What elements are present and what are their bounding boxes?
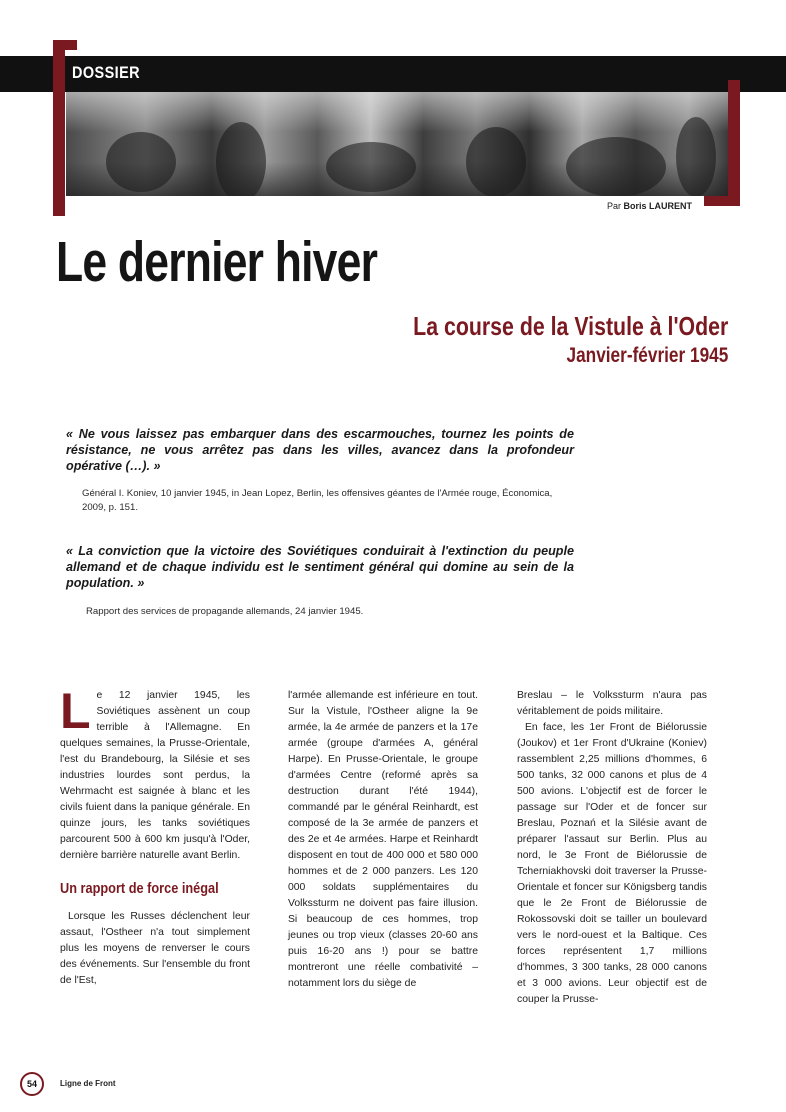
article-title: Le dernier hiver	[56, 230, 378, 294]
page-number: 54	[20, 1072, 44, 1096]
epigraph-source: Général I. Koniev, 10 janvier 1945, in Jean Lopez, Berlin, les offensives géantes de l'Armée rouge, Économica, 2009, p. 151.	[82, 488, 553, 513]
body-column-2	[288, 688, 478, 992]
body-paragraph: l'armée allemande est inférieure en tout. Sur la Vistule, l'Ostheer aligne la 9e armée, la 4e armée de panzers et la 17e armée (groupe d'armées A, général Harpe). En Prusse-Orientale, le groupe d'armées Centre (reformé après sa destruction durant l'été 1944), commandé par le général Reinhardt, est composé de la 3e armée de panzers et des 2e et 4e armées. Harpe et Reinhardt disposent en tout de 400 000 et 580 000 hommes et de 2 000 panzers. Les 120 000 soldats supplémentaires du Volkssturm ne doivent pas faire illusion. Si beaucoup de ces hommes, trop jeunes ou trop vieux (classes 20-60 ans puis 16-20 ans !) pour se battre montreront une réelle combativité – notamment lors du siège de	[288, 690, 478, 989]
body-paragraph: Lorsque les Russes déclenchent leur assaut, l'Ostheer n'a tout simplement plus les moyens de renverser le cours des événements. Sur l'ensemble du front de l'Est,	[60, 911, 250, 986]
body-column-3	[517, 688, 707, 1008]
body-paragraph: Breslau – le Volkssturm n'aura pas véritablement de poids militaire.	[517, 690, 707, 717]
body-paragraph: e 12 janvier 1945, les Soviétiques assènent un coup terrible à l'Allemagne. En quelques semaines, la Prusse-Orientale, l'est du Brandebourg, la Silésie et ses industries lourdes sont perdus, la Wehrmacht est saignée à blanc et les civils fuient dans la panique générale. En quinze jours, les tanks soviétiques parcourent 500 à 600 km jusqu'à l'Oder, dernière barrière naturelle avant Berlin.	[60, 690, 250, 861]
epigraph-source: Rapport des services de propagande allemands, 24 janvier 1945.	[86, 606, 364, 617]
body-column-1	[60, 683, 250, 989]
decorative-bracket	[704, 196, 740, 206]
article-dates: Janvier-février 1945	[566, 344, 728, 367]
body-paragraph: En face, les 1er Front de Biélorussie (Joukov) et 1er Front d'Ukraine (Koniev) rassemblent 2,25 millions d'hommes, 6 500 tanks, 32 000 canons et plus de 4 500 avions. L'objectif est de forcer le passage sur l'Oder et de foncer sur Breslau, Poznań et la Silésie avant de préparer l'assaut sur Berlin. Plus au nord, le 3e Front de Biélorussie de Tcherniakhovski doit traverser la Prusse-Orientale et foncer sur Königsberg tandis que le 2e Front de Biélorussie de Rokossovski doit se tailler un boulevard vers le nord-ouest et la Baltique. Ces forces représentent 1,7 millions d'hommes, 3 300 tanks, 28 000 canons et 3 000 avions. Leur objectif est de couper la Prusse-	[517, 722, 707, 1005]
epigraph-quote: « Ne vous laissez pas embarquer dans des escarmouches, tournez les points de résistance, ne vous arrêtez pas dans les villes, avancez dans la profondeur opérative (…). »	[66, 427, 574, 473]
article-subtitle: La course de la Vistule à l'Oder	[412, 311, 728, 341]
section-label: DOSSIER	[72, 63, 141, 82]
drop-cap: L	[60, 683, 91, 739]
epigraph-quote: « La conviction que la victoire des Soviétiques conduirait à l'extinction du peuple allemand et de chaque individu est le sentiment général qui domine au sein de la population. »	[66, 544, 574, 590]
section-subheading: Un rapport de force inégal	[60, 880, 219, 897]
decorative-bracket	[53, 40, 65, 216]
decorative-bracket	[728, 80, 740, 206]
byline: Par Boris LAURENT	[607, 201, 693, 211]
magazine-name: Ligne de Front	[60, 1079, 116, 1088]
header-photo	[66, 92, 728, 196]
